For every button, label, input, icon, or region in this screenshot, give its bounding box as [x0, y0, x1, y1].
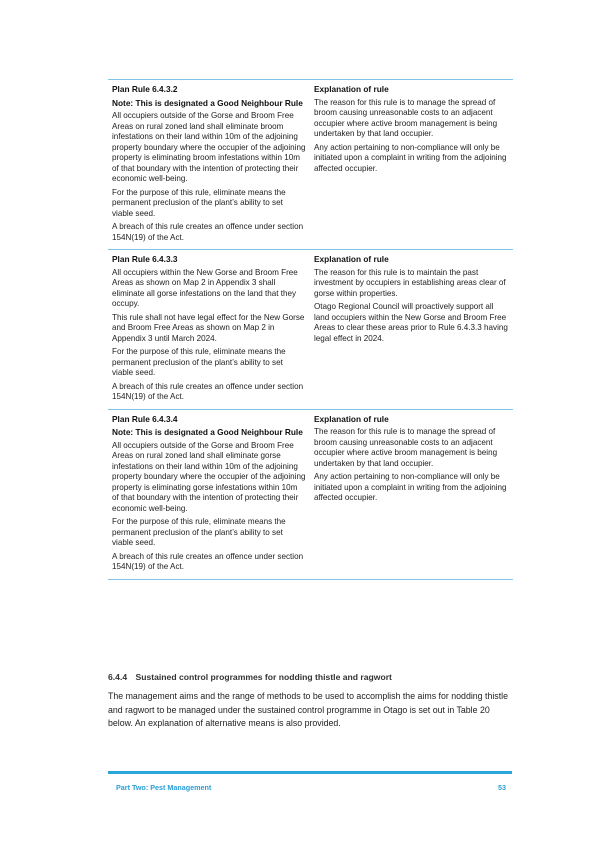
section-heading — [108, 672, 392, 682]
explanation-cell — [310, 410, 513, 579]
explanation-paragraph: Any action pertaining to non-compliance will only be initiated upon a complaint in writing from the adjoining affected occupier. — [314, 142, 507, 173]
explanation-paragraph: The reason for this rule is to maintain the past investment by occupiers in establishing areas clear of gorse within properties. — [314, 267, 506, 298]
table-row — [108, 409, 513, 580]
explanation-paragraph: Any action pertaining to non-compliance will only be initiated upon a complaint in writing from the adjoining affected occupier. — [314, 472, 507, 502]
rule-note: Note: This is designated a Good Neighbour Rule — [112, 97, 303, 108]
explanation-heading: Explanation of rule — [314, 413, 389, 424]
rule-paragraph: All occupiers outside of the Gorse and Broom Free Areas on rural zoned land shall eliminate broom infestations on their land within 10m of the adjoining property boundary where the occupier of the adjoining property is eliminating broom infestations within 10m of that boundary with the intention of protecting their economic well-being. — [112, 111, 306, 183]
explanation-heading: Explanation of rule — [314, 254, 389, 264]
rule-paragraph: A breach of this rule creates an offence under section 154N(19) of the Act. — [112, 222, 304, 242]
rule-paragraph: All occupiers within the New Gorse and Broom Free Areas as shown on Map 2 in Appendix 3 shall eliminate all gorse infestations on the land that they occupy. — [112, 267, 298, 308]
rule-paragraph: For the purpose of this rule, eliminate means the permanent preclusion of the plant’s ability to set viable seed. — [112, 187, 286, 218]
explanation-heading: Explanation of rule — [314, 84, 389, 94]
rule-heading: Plan Rule 6.4.3.2 — [112, 84, 178, 94]
page-number: 53 — [498, 783, 506, 792]
rule-paragraph: A breach of this rule creates an offence under section 154N(19) of the Act. — [112, 551, 304, 571]
explanation-paragraph: Otago Regional Council will proactively support all land occupiers within the New Gorse and Broom Free Areas to clear these areas prior to Rule 6.4.3.3 having legal effect in 2024. — [314, 302, 508, 343]
section-number: 6.4.4 — [108, 672, 128, 682]
footer-divider — [108, 771, 512, 774]
rule-heading: Plan Rule 6.4.3.4 — [112, 413, 178, 424]
plan-rules-table — [108, 79, 513, 580]
section-title: Sustained control programmes for nodding thistle and ragwort — [135, 672, 392, 682]
rule-heading: Plan Rule 6.4.3.3 — [112, 254, 178, 264]
explanation-paragraph: The reason for this rule is to manage the spread of broom causing unreasonable costs to an adjacent occupier where active broom management is being undertaken by that land occupier. — [314, 97, 498, 138]
footer-part-label: Part Two: Pest Management — [116, 783, 212, 792]
explanation-paragraph: The reason for this rule is to manage the spread of broom causing unreasonable costs to an adjacent occupier where active broom management is being undertaken by that land occupier. — [314, 427, 498, 468]
rule-paragraph: A breach of this rule creates an offence under section 154N(19) of the Act. — [112, 381, 304, 401]
table-row — [108, 249, 513, 409]
rule-note: Note: This is designated a Good Neighbour Rule — [112, 427, 303, 437]
rule-paragraph: For the purpose of this rule, eliminate means the permanent preclusion of the plant’s ability to set viable seed. — [112, 517, 286, 547]
table-row — [108, 79, 513, 249]
rule-cell — [108, 80, 310, 249]
explanation-cell — [310, 250, 513, 409]
rule-cell — [108, 410, 310, 579]
rule-paragraph: This rule shall not have legal effect for the New Gorse and Broom Free Areas as shown on Map 2 in Appendix 3 until March 2024. — [112, 312, 305, 343]
rule-paragraph: For the purpose of this rule, eliminate means the permanent preclusion of the plant’s ability to set viable seed. — [112, 347, 286, 377]
explanation-cell — [310, 80, 513, 249]
rule-cell — [108, 250, 310, 409]
rule-paragraph: All occupiers outside of the Gorse and Broom Free Areas on rural zoned land shall eliminate gorse infestations on their land within 10m of the adjoining property boundary where the occupier of the adjoining property is eliminating gorse infestations within 10m of that boundary with the intention of protecting their economic well-being. — [112, 440, 306, 513]
section-body: The management aims and the range of methods to be used to accomplish the aims for nodding thistle and ragwort to be managed under the sustained control programme in Otago is set out in Table 20 below. An explanation of alternative means is also provided. — [108, 691, 509, 728]
